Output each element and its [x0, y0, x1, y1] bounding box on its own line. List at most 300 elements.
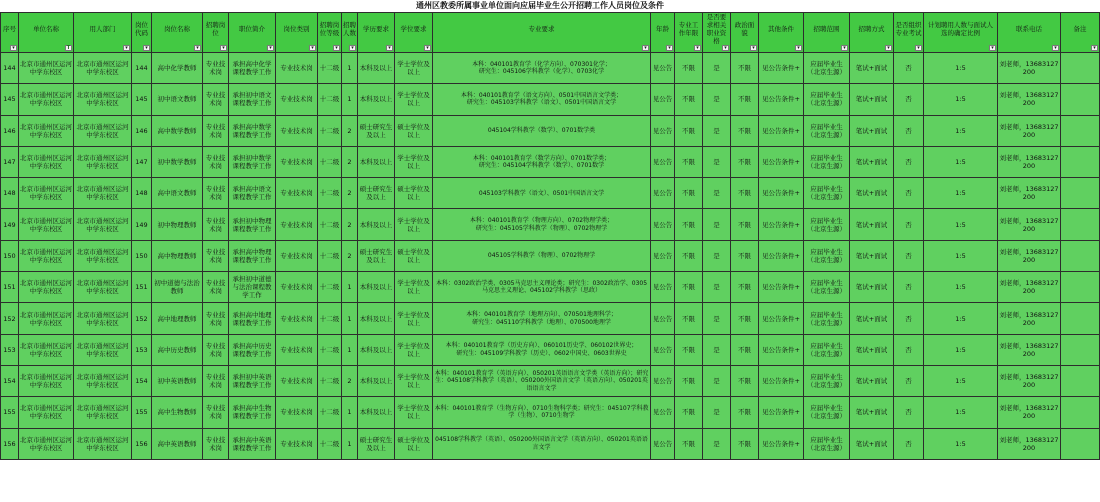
cell-post-category[interactable]: 专业技术岗 — [276, 240, 318, 271]
cell-post-category[interactable]: 专业技术岗 — [276, 53, 318, 84]
cell-recruit-method[interactable]: 笔试+面试 — [850, 428, 894, 459]
cell-recruit-method[interactable]: 笔试+面试 — [850, 146, 894, 177]
filter-dropdown-icon[interactable]: ▾ — [989, 45, 996, 51]
cell-unit-name[interactable]: 北京市通州区运河中学东校区 — [19, 334, 74, 365]
cell-index[interactable]: 151 — [1, 272, 19, 303]
cell-department[interactable]: 北京市通州区运河中学东校区 — [74, 240, 132, 271]
cell-recruit-method[interactable]: 笔试+面试 — [850, 115, 894, 146]
cell-education[interactable]: 硕士研究生及以上 — [358, 240, 395, 271]
cell-exam[interactable]: 否 — [894, 397, 924, 428]
cell-education[interactable]: 硕士研究生及以上 — [358, 178, 395, 209]
cell-other-conditions[interactable]: 见公告条件+ — [759, 146, 804, 177]
cell-post-name[interactable]: 初中物理教师 — [152, 209, 203, 240]
cell-education[interactable]: 硕士研究生及以上 — [358, 428, 395, 459]
cell-recruit-scope[interactable]: 应届毕业生（北京生源） — [804, 115, 850, 146]
cell-education[interactable]: 本科及以上 — [358, 303, 395, 334]
cell-post-level[interactable]: 十二级 — [318, 53, 342, 84]
cell-unit-name[interactable]: 北京市通州区运河中学东校区 — [19, 53, 74, 84]
cell-degree[interactable]: 学士学位及以上 — [395, 84, 433, 115]
cell-post-level[interactable]: 十二级 — [318, 146, 342, 177]
cell-major-requirement[interactable]: 045104学科教学（数学）、0701数学类 — [433, 115, 651, 146]
cell-exam[interactable]: 否 — [894, 272, 924, 303]
cell-post-level[interactable]: 十二级 — [318, 84, 342, 115]
cell-major-requirement[interactable]: 本科：040101教育学（语文方向）、0501中国语言文学类； 研究生：045103学科教学（语文）、0501中国语言文学 — [433, 84, 651, 115]
cell-unit-name[interactable]: 北京市通州区运河中学东校区 — [19, 209, 74, 240]
cell-post-code[interactable]: 149 — [132, 209, 152, 240]
cell-certificate[interactable]: 是 — [703, 146, 731, 177]
cell-post-name[interactable]: 初中英语教师 — [152, 365, 203, 396]
cell-work-years[interactable]: 不限 — [675, 272, 703, 303]
cell-work-years[interactable]: 不限 — [675, 365, 703, 396]
cell-headcount[interactable]: 2 — [342, 178, 358, 209]
cell-work-years[interactable]: 不限 — [675, 428, 703, 459]
cell-other-conditions[interactable]: 见公告条件+ — [759, 84, 804, 115]
cell-education[interactable]: 本科及以上 — [358, 334, 395, 365]
cell-degree[interactable]: 硕士学位及以上 — [395, 178, 433, 209]
cell-contact[interactable]: 刘老师，13683127200 — [998, 146, 1061, 177]
cell-post-name[interactable]: 高中语文教师 — [152, 178, 203, 209]
cell-index[interactable]: 147 — [1, 146, 19, 177]
cell-certificate[interactable]: 是 — [703, 365, 731, 396]
cell-post-category[interactable]: 专业技术岗 — [276, 146, 318, 177]
cell-headcount[interactable]: 2 — [342, 240, 358, 271]
cell-post-intro[interactable]: 承担高中化学课程教学工作 — [229, 53, 276, 84]
cell-index[interactable]: 155 — [1, 397, 19, 428]
cell-post-intro[interactable]: 承担高中语文课程教学工作 — [229, 178, 276, 209]
cell-major-requirement[interactable]: 本科：040101教育学（数学方向）、0701数学类； 研究生：045104学科教学（数学）、0701数学 — [433, 146, 651, 177]
cell-contact[interactable]: 刘老师，13683127200 — [998, 240, 1061, 271]
cell-major-requirement[interactable]: 本科：0302政治学类、0305马克思主义理论类；研究生：0302政治学、0305马克思主义理论、045102学科教学（思政） — [433, 272, 651, 303]
cell-age[interactable]: 见公告 — [651, 365, 675, 396]
filter-dropdown-icon[interactable]: ▾ — [885, 45, 892, 51]
cell-post-category[interactable]: 专业技术岗 — [276, 303, 318, 334]
cell-post-category[interactable]: 专业技术岗 — [276, 115, 318, 146]
cell-recruit-scope[interactable]: 应届毕业生（北京生源） — [804, 272, 850, 303]
cell-post-category[interactable]: 专业技术岗 — [276, 209, 318, 240]
filter-dropdown-icon[interactable]: ▾ — [915, 45, 922, 51]
cell-index[interactable]: 154 — [1, 365, 19, 396]
cell-age[interactable]: 见公告 — [651, 334, 675, 365]
cell-note[interactable] — [1061, 146, 1100, 177]
filter-dropdown-icon[interactable]: ▾ — [795, 45, 802, 51]
filter-dropdown-icon[interactable]: ▾ — [1052, 45, 1059, 51]
cell-post-type[interactable]: 专业技术岗 — [203, 178, 229, 209]
cell-post-code[interactable]: 148 — [132, 178, 152, 209]
cell-age[interactable]: 见公告 — [651, 146, 675, 177]
cell-post-category[interactable]: 专业技术岗 — [276, 178, 318, 209]
cell-degree[interactable]: 学士学位及以上 — [395, 334, 433, 365]
cell-headcount[interactable]: 2 — [342, 209, 358, 240]
cell-headcount[interactable]: 1 — [342, 428, 358, 459]
cell-certificate[interactable]: 是 — [703, 53, 731, 84]
cell-recruit-method[interactable]: 笔试+面试 — [850, 397, 894, 428]
cell-post-type[interactable]: 专业技术岗 — [203, 428, 229, 459]
cell-post-code[interactable]: 150 — [132, 240, 152, 271]
cell-exam[interactable]: 否 — [894, 365, 924, 396]
cell-other-conditions[interactable]: 见公告条件+ — [759, 115, 804, 146]
cell-post-name[interactable]: 初中数学教师 — [152, 146, 203, 177]
cell-post-code[interactable]: 144 — [132, 53, 152, 84]
cell-recruit-scope[interactable]: 应届毕业生（北京生源） — [804, 84, 850, 115]
cell-other-conditions[interactable]: 见公告条件+ — [759, 365, 804, 396]
cell-certificate[interactable]: 是 — [703, 178, 731, 209]
cell-note[interactable] — [1061, 240, 1100, 271]
cell-post-name[interactable]: 高中生物教师 — [152, 397, 203, 428]
cell-unit-name[interactable]: 北京市通州区运河中学东校区 — [19, 178, 74, 209]
cell-unit-name[interactable]: 北京市通州区运河中学东校区 — [19, 146, 74, 177]
cell-post-type[interactable]: 专业技术岗 — [203, 53, 229, 84]
cell-post-type[interactable]: 专业技术岗 — [203, 146, 229, 177]
cell-post-level[interactable]: 十二级 — [318, 428, 342, 459]
filter-dropdown-icon[interactable]: ▾ — [220, 45, 227, 51]
cell-interview-ratio[interactable]: 1:5 — [924, 428, 998, 459]
cell-unit-name[interactable]: 北京市通州区运河中学东校区 — [19, 365, 74, 396]
filter-dropdown-icon[interactable]: ▾ — [333, 45, 340, 51]
cell-contact[interactable]: 刘老师，13683127200 — [998, 84, 1061, 115]
cell-note[interactable] — [1061, 334, 1100, 365]
filter-dropdown-icon[interactable]: ▾ — [424, 45, 431, 51]
filter-dropdown-icon[interactable]: ▾ — [1091, 45, 1098, 51]
cell-degree[interactable]: 学士学位及以上 — [395, 397, 433, 428]
cell-education[interactable]: 本科及以上 — [358, 272, 395, 303]
cell-note[interactable] — [1061, 365, 1100, 396]
cell-certificate[interactable]: 是 — [703, 240, 731, 271]
cell-political-status[interactable]: 不限 — [731, 53, 759, 84]
cell-recruit-scope[interactable]: 应届毕业生（北京生源） — [804, 365, 850, 396]
cell-education[interactable]: 硕士研究生及以上 — [358, 115, 395, 146]
filter-dropdown-icon[interactable]: ▾ — [722, 45, 729, 51]
cell-interview-ratio[interactable]: 1:5 — [924, 146, 998, 177]
cell-department[interactable]: 北京市通州区运河中学东校区 — [74, 334, 132, 365]
cell-headcount[interactable]: 1 — [342, 84, 358, 115]
cell-post-name[interactable]: 高中化学教师 — [152, 53, 203, 84]
cell-post-type[interactable]: 专业技术岗 — [203, 84, 229, 115]
cell-recruit-method[interactable]: 笔试+面试 — [850, 334, 894, 365]
cell-political-status[interactable]: 不限 — [731, 146, 759, 177]
cell-post-type[interactable]: 专业技术岗 — [203, 303, 229, 334]
cell-major-requirement[interactable]: 本科：040101教育学（生物方向）、0710生物科学类；研究生：045107学科教学（生物）、0710生物学 — [433, 397, 651, 428]
filter-dropdown-icon[interactable]: ▾ — [841, 45, 848, 51]
filter-dropdown-icon[interactable]: ▾ — [386, 45, 393, 51]
cell-post-category[interactable]: 专业技术岗 — [276, 84, 318, 115]
cell-major-requirement[interactable]: 本科：040101教育学（物理方向）、0702物理学类； 研究生：045105学科教学（物理）、0702物理学 — [433, 209, 651, 240]
cell-recruit-scope[interactable]: 应届毕业生（北京生源） — [804, 303, 850, 334]
cell-major-requirement[interactable]: 本科：040101教育学（地理方向）、070501地理科学； 研究生：045110学科教学（地理）、070500地理学 — [433, 303, 651, 334]
cell-work-years[interactable]: 不限 — [675, 303, 703, 334]
cell-post-intro[interactable]: 承担高中地理课程教学工作 — [229, 303, 276, 334]
cell-contact[interactable]: 刘老师，13683127200 — [998, 397, 1061, 428]
cell-note[interactable] — [1061, 428, 1100, 459]
cell-post-name[interactable]: 高中数学教师 — [152, 115, 203, 146]
cell-other-conditions[interactable]: 见公告条件+ — [759, 272, 804, 303]
cell-age[interactable]: 见公告 — [651, 428, 675, 459]
cell-post-level[interactable]: 十二级 — [318, 240, 342, 271]
cell-department[interactable]: 北京市通州区运河中学东校区 — [74, 303, 132, 334]
cell-degree[interactable]: 学士学位及以上 — [395, 365, 433, 396]
cell-education[interactable]: 本科及以上 — [358, 365, 395, 396]
cell-headcount[interactable]: 1 — [342, 53, 358, 84]
cell-contact[interactable]: 刘老师，13683127200 — [998, 272, 1061, 303]
cell-department[interactable]: 北京市通州区运河中学东校区 — [74, 209, 132, 240]
cell-post-level[interactable]: 十二级 — [318, 334, 342, 365]
cell-other-conditions[interactable]: 见公告条件+ — [759, 209, 804, 240]
cell-major-requirement[interactable]: 045108学科教学（英语）、050200外国语言文学（英语方向）、050201英语语言文学 — [433, 428, 651, 459]
cell-post-code[interactable]: 145 — [132, 84, 152, 115]
cell-contact[interactable]: 刘老师，13683127200 — [998, 365, 1061, 396]
cell-headcount[interactable]: 1 — [342, 334, 358, 365]
cell-certificate[interactable]: 是 — [703, 334, 731, 365]
cell-unit-name[interactable]: 北京市通州区运河中学东校区 — [19, 84, 74, 115]
cell-post-code[interactable]: 156 — [132, 428, 152, 459]
cell-age[interactable]: 见公告 — [651, 53, 675, 84]
cell-post-type[interactable]: 专业技术岗 — [203, 272, 229, 303]
cell-recruit-scope[interactable]: 应届毕业生（北京生源） — [804, 334, 850, 365]
cell-certificate[interactable]: 是 — [703, 272, 731, 303]
cell-degree[interactable]: 学士学位及以上 — [395, 146, 433, 177]
cell-post-name[interactable]: 初中道德与法治教师 — [152, 272, 203, 303]
cell-post-intro[interactable]: 承担初中英语课程教学工作 — [229, 365, 276, 396]
cell-post-category[interactable]: 专业技术岗 — [276, 365, 318, 396]
cell-certificate[interactable]: 是 — [703, 397, 731, 428]
cell-work-years[interactable]: 不限 — [675, 334, 703, 365]
cell-post-code[interactable]: 152 — [132, 303, 152, 334]
cell-contact[interactable]: 刘老师，13683127200 — [998, 53, 1061, 84]
cell-interview-ratio[interactable]: 1:5 — [924, 84, 998, 115]
cell-post-type[interactable]: 专业技术岗 — [203, 240, 229, 271]
cell-age[interactable]: 见公告 — [651, 303, 675, 334]
cell-index[interactable]: 152 — [1, 303, 19, 334]
cell-note[interactable] — [1061, 178, 1100, 209]
cell-post-name[interactable]: 初中语文教师 — [152, 84, 203, 115]
cell-recruit-method[interactable]: 笔试+面试 — [850, 53, 894, 84]
cell-department[interactable]: 北京市通州区运河中学东校区 — [74, 53, 132, 84]
cell-interview-ratio[interactable]: 1:5 — [924, 209, 998, 240]
cell-contact[interactable]: 刘老师，13683127200 — [998, 115, 1061, 146]
cell-degree[interactable]: 学士学位及以上 — [395, 303, 433, 334]
cell-work-years[interactable]: 不限 — [675, 178, 703, 209]
cell-post-code[interactable]: 153 — [132, 334, 152, 365]
cell-post-code[interactable]: 146 — [132, 115, 152, 146]
cell-note[interactable] — [1061, 303, 1100, 334]
cell-interview-ratio[interactable]: 1:5 — [924, 334, 998, 365]
cell-interview-ratio[interactable]: 1:5 — [924, 365, 998, 396]
cell-post-level[interactable]: 十二级 — [318, 209, 342, 240]
cell-education[interactable]: 本科及以上 — [358, 53, 395, 84]
cell-other-conditions[interactable]: 见公告条件+ — [759, 240, 804, 271]
cell-post-intro[interactable]: 承担高中历史课程教学工作 — [229, 334, 276, 365]
cell-index[interactable]: 144 — [1, 53, 19, 84]
cell-unit-name[interactable]: 北京市通州区运河中学东校区 — [19, 428, 74, 459]
cell-education[interactable]: 本科及以上 — [358, 397, 395, 428]
cell-headcount[interactable]: 2 — [342, 146, 358, 177]
cell-post-code[interactable]: 155 — [132, 397, 152, 428]
cell-post-name[interactable]: 高中物理教师 — [152, 240, 203, 271]
cell-index[interactable]: 148 — [1, 178, 19, 209]
cell-political-status[interactable]: 不限 — [731, 178, 759, 209]
cell-post-type[interactable]: 专业技术岗 — [203, 365, 229, 396]
cell-unit-name[interactable]: 北京市通州区运河中学东校区 — [19, 397, 74, 428]
cell-major-requirement[interactable]: 本科：040101教育学（历史方向）、060101历史学、060102世界史； 研究生：045109学科教学（历史）、0602中国史、0603世界史 — [433, 334, 651, 365]
filter-dropdown-icon[interactable]: ▾ — [143, 45, 150, 51]
cell-index[interactable]: 146 — [1, 115, 19, 146]
cell-note[interactable] — [1061, 272, 1100, 303]
filter-dropdown-icon[interactable]: ▾ — [750, 45, 757, 51]
cell-note[interactable] — [1061, 53, 1100, 84]
cell-index[interactable]: 153 — [1, 334, 19, 365]
cell-recruit-scope[interactable]: 应届毕业生（北京生源） — [804, 240, 850, 271]
cell-age[interactable]: 见公告 — [651, 272, 675, 303]
cell-post-level[interactable]: 十二级 — [318, 303, 342, 334]
cell-education[interactable]: 本科及以上 — [358, 209, 395, 240]
cell-unit-name[interactable]: 北京市通州区运河中学东校区 — [19, 240, 74, 271]
cell-post-type[interactable]: 专业技术岗 — [203, 115, 229, 146]
cell-work-years[interactable]: 不限 — [675, 115, 703, 146]
cell-index[interactable]: 150 — [1, 240, 19, 271]
cell-exam[interactable]: 否 — [894, 115, 924, 146]
cell-recruit-scope[interactable]: 应届毕业生（北京生源） — [804, 146, 850, 177]
cell-age[interactable]: 见公告 — [651, 397, 675, 428]
cell-other-conditions[interactable]: 见公告条件+ — [759, 53, 804, 84]
cell-department[interactable]: 北京市通州区运河中学东校区 — [74, 365, 132, 396]
cell-degree[interactable]: 学士学位及以上 — [395, 272, 433, 303]
cell-work-years[interactable]: 不限 — [675, 209, 703, 240]
cell-post-intro[interactable]: 承担高中英语课程教学工作 — [229, 428, 276, 459]
cell-age[interactable]: 见公告 — [651, 209, 675, 240]
cell-major-requirement[interactable]: 本科：040101教育学（化学方向）、070301化学； 研究生：045106学科教学（化学）、0703化学 — [433, 53, 651, 84]
cell-exam[interactable]: 否 — [894, 240, 924, 271]
cell-recruit-method[interactable]: 笔试+面试 — [850, 365, 894, 396]
cell-recruit-method[interactable]: 笔试+面试 — [850, 178, 894, 209]
cell-political-status[interactable]: 不限 — [731, 397, 759, 428]
cell-work-years[interactable]: 不限 — [675, 146, 703, 177]
cell-post-code[interactable]: 154 — [132, 365, 152, 396]
cell-post-level[interactable]: 十二级 — [318, 397, 342, 428]
cell-index[interactable]: 149 — [1, 209, 19, 240]
cell-headcount[interactable]: 1 — [342, 303, 358, 334]
cell-degree[interactable]: 硕士学位及以上 — [395, 428, 433, 459]
cell-contact[interactable]: 刘老师，13683127200 — [998, 334, 1061, 365]
cell-department[interactable]: 北京市通州区运河中学东校区 — [74, 84, 132, 115]
cell-work-years[interactable]: 不限 — [675, 240, 703, 271]
cell-political-status[interactable]: 不限 — [731, 240, 759, 271]
cell-note[interactable] — [1061, 84, 1100, 115]
cell-contact[interactable]: 刘老师，13683127200 — [998, 178, 1061, 209]
cell-post-category[interactable]: 专业技术岗 — [276, 334, 318, 365]
cell-other-conditions[interactable]: 见公告条件+ — [759, 428, 804, 459]
cell-recruit-scope[interactable]: 应届毕业生（北京生源） — [804, 209, 850, 240]
cell-post-type[interactable]: 专业技术岗 — [203, 397, 229, 428]
cell-interview-ratio[interactable]: 1:5 — [924, 240, 998, 271]
cell-exam[interactable]: 否 — [894, 303, 924, 334]
cell-unit-name[interactable]: 北京市通州区运河中学东校区 — [19, 272, 74, 303]
filter-dropdown-icon[interactable]: ▾ — [194, 45, 201, 51]
cell-post-category[interactable]: 专业技术岗 — [276, 397, 318, 428]
cell-exam[interactable]: 否 — [894, 146, 924, 177]
cell-department[interactable]: 北京市通州区运河中学东校区 — [74, 146, 132, 177]
filter-dropdown-icon[interactable]: ▾ — [694, 45, 701, 51]
cell-political-status[interactable]: 不限 — [731, 115, 759, 146]
cell-work-years[interactable]: 不限 — [675, 397, 703, 428]
cell-major-requirement[interactable]: 045105学科教学（物理）、0702物理学 — [433, 240, 651, 271]
filter-dropdown-icon[interactable]: ▾ — [10, 45, 17, 51]
cell-degree[interactable]: 硕士学位及以上 — [395, 240, 433, 271]
cell-recruit-method[interactable]: 笔试+面试 — [850, 209, 894, 240]
cell-political-status[interactable]: 不限 — [731, 365, 759, 396]
cell-exam[interactable]: 否 — [894, 84, 924, 115]
cell-political-status[interactable]: 不限 — [731, 303, 759, 334]
cell-post-intro[interactable]: 承担高中生物课程教学工作 — [229, 397, 276, 428]
cell-exam[interactable]: 否 — [894, 209, 924, 240]
cell-interview-ratio[interactable]: 1:5 — [924, 178, 998, 209]
cell-degree[interactable]: 学士学位及以上 — [395, 53, 433, 84]
cell-note[interactable] — [1061, 115, 1100, 146]
cell-political-status[interactable]: 不限 — [731, 84, 759, 115]
cell-index[interactable]: 156 — [1, 428, 19, 459]
filter-dropdown-icon[interactable]: ▾ — [666, 45, 673, 51]
cell-degree[interactable]: 硕士学位及以上 — [395, 115, 433, 146]
cell-post-code[interactable]: 151 — [132, 272, 152, 303]
cell-post-code[interactable]: 147 — [132, 146, 152, 177]
cell-other-conditions[interactable]: 见公告条件+ — [759, 303, 804, 334]
filter-dropdown-icon[interactable]: ▾ — [349, 45, 356, 51]
cell-recruit-scope[interactable]: 应届毕业生（北京生源） — [804, 178, 850, 209]
cell-note[interactable] — [1061, 397, 1100, 428]
cell-age[interactable]: 见公告 — [651, 178, 675, 209]
cell-other-conditions[interactable]: 见公告条件+ — [759, 334, 804, 365]
cell-certificate[interactable]: 是 — [703, 303, 731, 334]
cell-post-intro[interactable]: 承担初中道德与法治课程教学工作 — [229, 272, 276, 303]
filter-active-icon[interactable]: T — [66, 45, 71, 51]
cell-exam[interactable]: 否 — [894, 53, 924, 84]
cell-headcount[interactable]: 2 — [342, 115, 358, 146]
cell-post-category[interactable]: 专业技术岗 — [276, 272, 318, 303]
cell-political-status[interactable]: 不限 — [731, 209, 759, 240]
cell-index[interactable]: 145 — [1, 84, 19, 115]
cell-interview-ratio[interactable]: 1:5 — [924, 397, 998, 428]
cell-department[interactable]: 北京市通州区运河中学东校区 — [74, 115, 132, 146]
cell-headcount[interactable]: 1 — [342, 397, 358, 428]
cell-education[interactable]: 本科及以上 — [358, 84, 395, 115]
cell-post-name[interactable]: 高中历史教师 — [152, 334, 203, 365]
cell-recruit-method[interactable]: 笔试+面试 — [850, 272, 894, 303]
cell-post-intro[interactable]: 承担初中物理课程教学工作 — [229, 209, 276, 240]
cell-unit-name[interactable]: 北京市通州区运河中学东校区 — [19, 115, 74, 146]
cell-age[interactable]: 见公告 — [651, 115, 675, 146]
cell-political-status[interactable]: 不限 — [731, 334, 759, 365]
cell-recruit-scope[interactable]: 应届毕业生（北京生源） — [804, 53, 850, 84]
cell-unit-name[interactable]: 北京市通州区运河中学东校区 — [19, 303, 74, 334]
cell-department[interactable]: 北京市通州区运河中学东校区 — [74, 178, 132, 209]
cell-headcount[interactable]: 2 — [342, 365, 358, 396]
cell-education[interactable]: 本科及以上 — [358, 146, 395, 177]
cell-post-intro[interactable]: 承担高中物理课程教学工作 — [229, 240, 276, 271]
cell-post-type[interactable]: 专业技术岗 — [203, 209, 229, 240]
cell-age[interactable]: 见公告 — [651, 240, 675, 271]
cell-recruit-method[interactable]: 笔试+面试 — [850, 240, 894, 271]
cell-exam[interactable]: 否 — [894, 178, 924, 209]
cell-post-intro[interactable]: 承担初中语文课程教学工作 — [229, 84, 276, 115]
cell-post-level[interactable]: 十二级 — [318, 178, 342, 209]
cell-exam[interactable]: 否 — [894, 428, 924, 459]
cell-post-category[interactable]: 专业技术岗 — [276, 428, 318, 459]
cell-interview-ratio[interactable]: 1:5 — [924, 53, 998, 84]
cell-department[interactable]: 北京市通州区运河中学东校区 — [74, 272, 132, 303]
cell-major-requirement[interactable]: 045103学科教学（语文）、0501中国语言文学 — [433, 178, 651, 209]
cell-interview-ratio[interactable]: 1:5 — [924, 272, 998, 303]
cell-post-level[interactable]: 十二级 — [318, 115, 342, 146]
cell-work-years[interactable]: 不限 — [675, 84, 703, 115]
cell-headcount[interactable]: 1 — [342, 272, 358, 303]
